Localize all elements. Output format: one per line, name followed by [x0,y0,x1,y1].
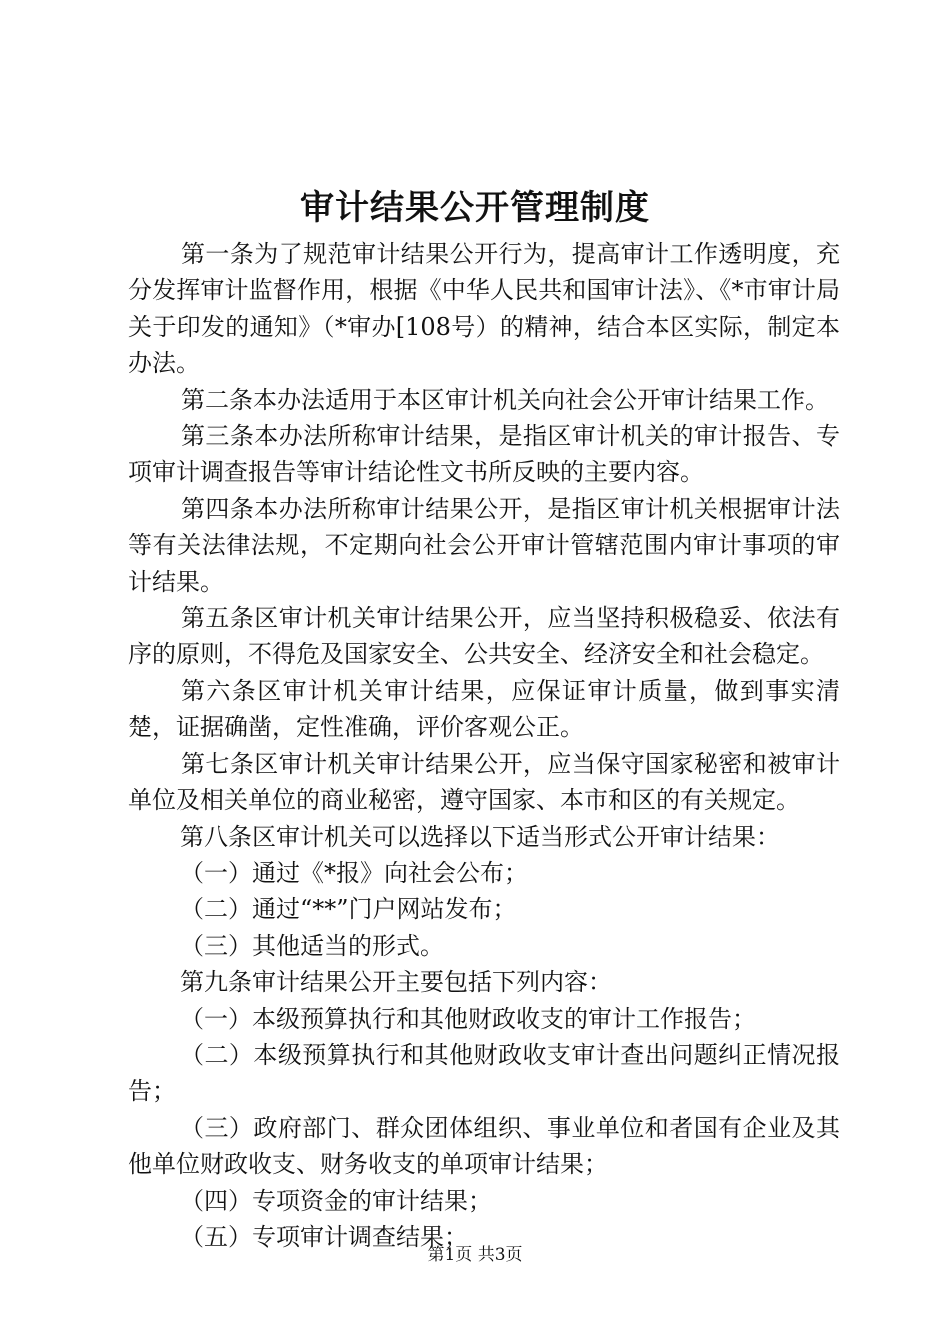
article-2: 第二条本办法适用于本区审计机关向社会公开审计结果工作。 [181,385,829,414]
article-9-item-2: （二）本级预算执行和其他财政收支审计查出问题纠正情况报告； [128,1040,840,1106]
document-body [128,236,840,1255]
article-9-item-4: （四）专项资金的审计结果； [180,1186,492,1215]
article-9-item-1: （一）本级预算执行和其他财政收支的审计工作报告； [180,1004,756,1033]
article-4: 第四条本办法所称审计结果公开，是指区审计机关根据审计法等有关法律法规，不定期向社会公开审计管辖范围内审计事项的审计结果。 [128,494,840,596]
article-5: 第五条区审计机关审计结果公开，应当坚持积极稳妥、依法有序的原则，不得危及国家安全、公共安全、经济安全和社会稳定。 [128,604,840,669]
page-number: 第1页 共3页 [427,1245,523,1265]
article-8-item-3: （三）其他适当的形式。 [180,931,444,960]
article-8-item-2: （二）通过“**”门户网站发布； [180,895,517,924]
article-8: 第八条区审计机关可以选择以下适当形式公开审计结果： [180,822,780,851]
article-9: 第九条审计结果公开主要包括下列内容： [180,968,612,997]
article-9-item-5: （五）专项审计调查结果； [180,1222,468,1251]
article-3: 第三条本办法所称审计结果，是指区审计机关的审计报告、专项审计调查报告等审计结论性文书所反映的主要内容。 [128,422,840,487]
article-7: 第七条区审计机关审计结果公开，应当保守国家秘密和被审计单位及相关单位的商业秘密，遵守国家、本市和区的有关规定。 [128,749,840,815]
article-8-item-1: （一）通过《*报》向社会公布； [180,858,528,887]
document-title: 审计结果公开管理制度 [300,188,650,228]
article-9-item-3: （三）政府部门、群众团体组织、事业单位和者国有企业及其他单位财政收支、财务收支的单项审计结果； [128,1113,840,1179]
article-6: 第六条区审计机关审计结果，应保证审计质量，做到事实清楚，证据确凿，定性准确，评价客观公正。 [128,676,840,742]
article-1: 第一条为了规范审计结果公开行为，提高审计工作透明度，充分发挥审计监督作用，根据《中华人民共和国审计法》、《*市审计局关于印发的通知》（*审办[108号）的精神，结合本区实际，制定本办法。 [128,240,840,378]
